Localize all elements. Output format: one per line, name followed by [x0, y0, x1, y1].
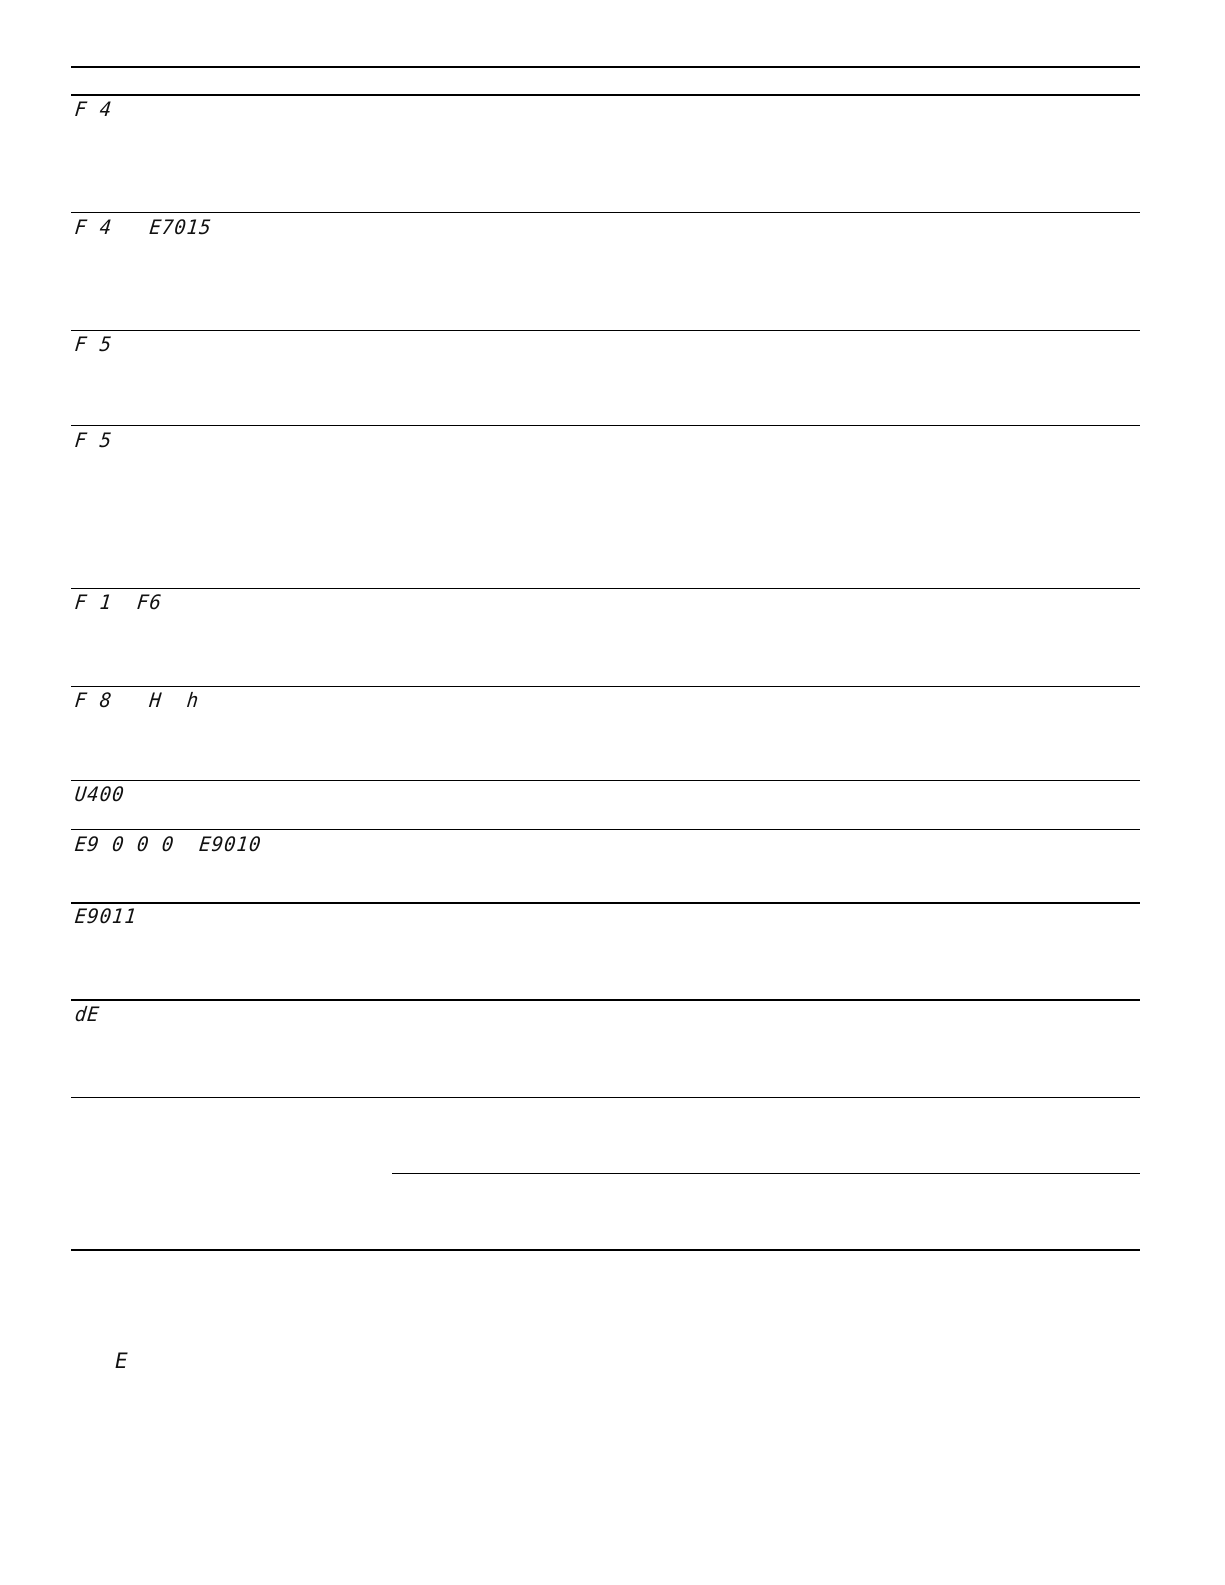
- row-divider: [71, 588, 1140, 589]
- row-divider: [71, 425, 1140, 426]
- error-code-f5: F 5: [73, 332, 114, 357]
- error-code-f4: F 4: [73, 97, 114, 122]
- table-bottom-rule: [71, 1249, 1140, 1251]
- row-divider: [71, 829, 1140, 830]
- error-code-de: dE: [73, 1002, 102, 1027]
- error-code-f4-e7015: F 4 E7015: [73, 215, 213, 240]
- row-divider: [71, 212, 1140, 213]
- subcell-divider: [392, 1173, 1140, 1174]
- error-code-u400: U400: [73, 782, 126, 807]
- table-top-rule: [71, 66, 1140, 68]
- table-header-rule: [71, 94, 1140, 96]
- row-divider: [71, 999, 1140, 1001]
- error-code-f1-f6: F 1 F6: [73, 590, 164, 615]
- row-divider: [71, 330, 1140, 331]
- error-code-f5-second: F 5: [73, 428, 114, 453]
- row-divider: [71, 902, 1140, 904]
- error-code-e9011: E9011: [73, 904, 139, 929]
- row-divider: [71, 780, 1140, 781]
- error-code-e9000-e9010: E9 0 0 0 E9010: [73, 832, 263, 857]
- footer-e-symbol: E: [115, 1349, 128, 1373]
- row-divider: [71, 1097, 1140, 1098]
- row-divider: [71, 686, 1140, 687]
- error-code-f8-h: F 8 H h: [73, 688, 201, 713]
